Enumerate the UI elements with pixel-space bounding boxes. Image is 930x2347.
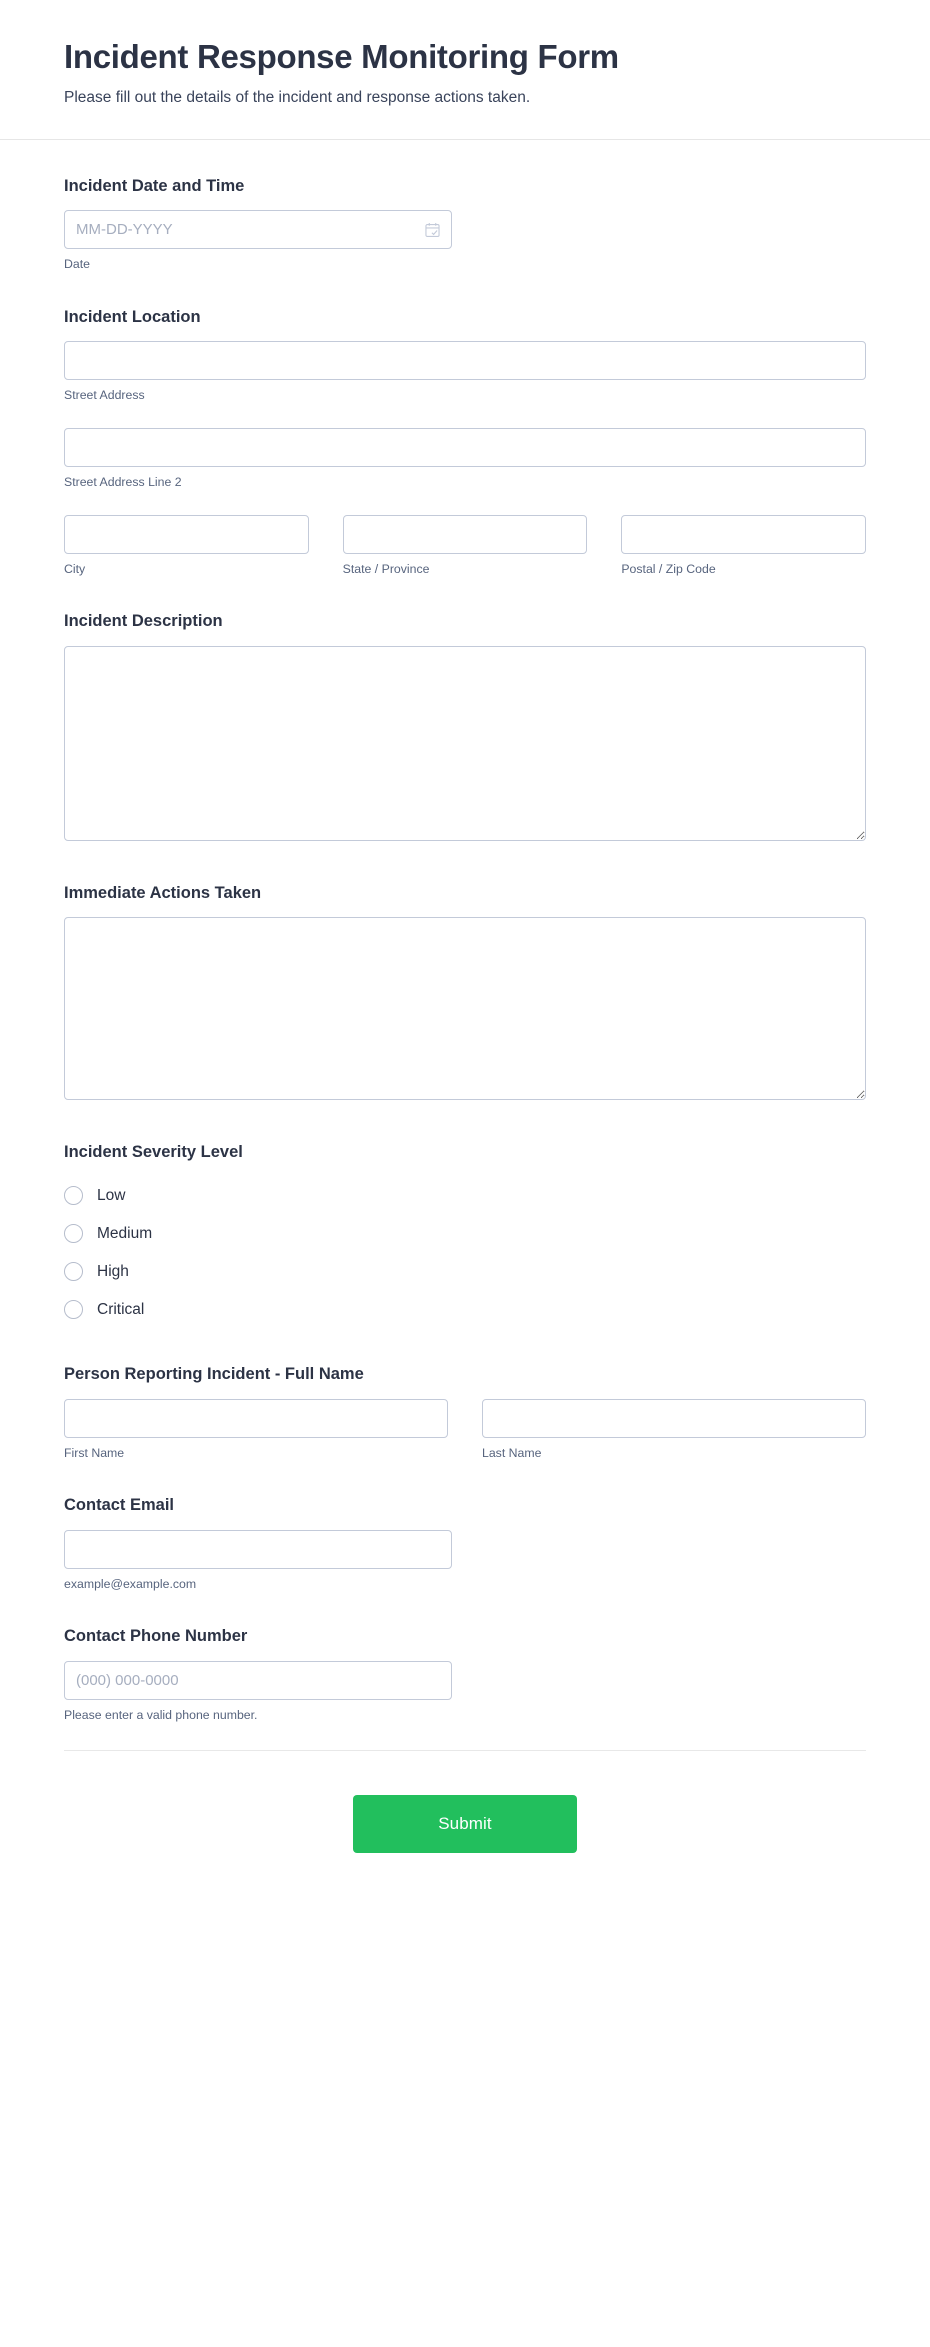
field-label-immediate-actions: Immediate Actions Taken [64, 883, 262, 902]
severity-option-low[interactable] [64, 1176, 866, 1214]
city-group [64, 515, 309, 578]
submit-button[interactable]: Submit [353, 1795, 577, 1853]
reporter-name-row [64, 1399, 866, 1462]
field-incident-description [64, 611, 866, 840]
contact-phone-group [64, 1661, 452, 1724]
first-name-group [64, 1399, 448, 1462]
last-name-input[interactable] [482, 1399, 866, 1438]
incident-date-input[interactable] [64, 210, 452, 249]
sublabel-contact-phone: Please enter a valid phone number. [64, 1707, 258, 1722]
field-contact-email [64, 1495, 866, 1592]
street-address-line2-input[interactable] [64, 428, 866, 467]
sublabel-street-address-line2: Street Address Line 2 [64, 474, 182, 489]
page-title: Incident Response Monitoring Form [64, 38, 619, 75]
field-label-contact-phone: Contact Phone Number [64, 1627, 248, 1646]
contact-phone-input[interactable] [64, 1661, 452, 1700]
radio-icon[interactable] [64, 1186, 83, 1205]
sublabel-first-name: First Name [64, 1445, 125, 1460]
field-contact-phone [64, 1626, 866, 1723]
field-label-reporter-name: Person Reporting Incident - Full Name [64, 1365, 364, 1384]
street-address-2-group [64, 428, 866, 491]
severity-option-high[interactable] [64, 1252, 866, 1290]
sublabel-date: Date [64, 257, 90, 272]
radio-icon[interactable] [64, 1262, 83, 1281]
submit-area [64, 1751, 866, 1913]
field-label-incident-datetime: Incident Date and Time [64, 176, 245, 195]
severity-option-label: Medium [97, 1224, 153, 1242]
street-address-input[interactable] [64, 341, 866, 380]
sublabel-city: City [64, 561, 86, 576]
last-name-group [482, 1399, 866, 1462]
form-subtitle: Please fill out the details of the incident and response actions taken. [64, 88, 531, 106]
first-name-input[interactable] [64, 1399, 448, 1438]
field-incident-severity [64, 1142, 866, 1328]
field-label-incident-severity: Incident Severity Level [64, 1142, 243, 1161]
field-label-incident-location: Incident Location [64, 307, 201, 326]
radio-icon[interactable] [64, 1224, 83, 1243]
incident-description-textarea[interactable] [64, 646, 866, 841]
sublabel-street-address: Street Address [64, 388, 145, 403]
city-input[interactable] [64, 515, 309, 554]
contact-email-input[interactable] [64, 1530, 452, 1569]
street-address-group [64, 341, 866, 404]
sublabel-state-province: State / Province [342, 561, 430, 576]
field-reporter-name [64, 1364, 866, 1461]
form-header [0, 0, 930, 139]
state-group [343, 515, 588, 578]
contact-email-group [64, 1530, 452, 1593]
severity-option-label: High [97, 1262, 129, 1280]
sublabel-contact-email: example@example.com [64, 1576, 197, 1591]
field-label-contact-email: Contact Email [64, 1496, 175, 1515]
immediate-actions-textarea[interactable] [64, 917, 866, 1100]
severity-option-label: Low [97, 1186, 126, 1204]
radio-icon[interactable] [64, 1300, 83, 1319]
severity-option-critical[interactable] [64, 1290, 866, 1328]
date-input-wrapper [64, 210, 452, 249]
severity-radio-group [64, 1176, 866, 1328]
field-incident-location [64, 307, 866, 577]
field-label-incident-description: Incident Description [64, 612, 223, 631]
severity-option-medium[interactable] [64, 1214, 866, 1252]
field-incident-datetime [64, 176, 866, 273]
field-immediate-actions [64, 883, 866, 1100]
postal-zip-input[interactable] [621, 515, 866, 554]
sublabel-last-name: Last Name [482, 1445, 542, 1460]
state-province-input[interactable] [343, 515, 588, 554]
form-body [0, 140, 930, 1913]
city-state-postal-row [64, 515, 866, 578]
sublabel-postal-zip: Postal / Zip Code [621, 561, 716, 576]
postal-group [621, 515, 866, 578]
severity-option-label: Critical [97, 1300, 145, 1318]
